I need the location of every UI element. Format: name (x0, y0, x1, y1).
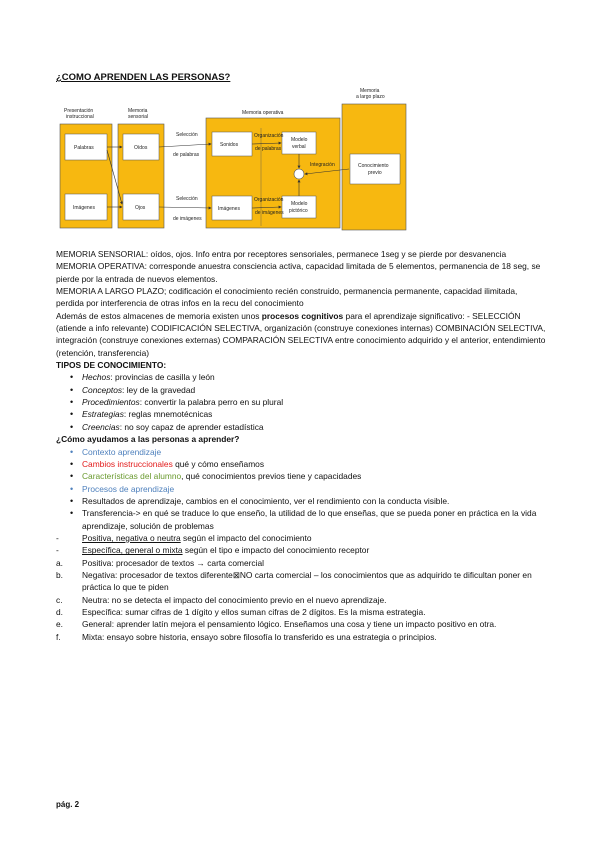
tipos-item (56, 408, 546, 420)
lettered-item (56, 594, 546, 606)
tipos-list (56, 371, 546, 433)
label-imagenes-wm: Imágenes (218, 206, 240, 212)
label-organizacion-palabras-1: Organización (254, 133, 284, 139)
lettered-marker: e. (56, 619, 63, 630)
memoria-operativa-paragraph: MEMORIA OPERATIVA: corresponde anuestra consciencia activa, capacidad limitada de 5 elementos, permanencia de 18 seg, se pierde por la entrada de nuevos elementos. (56, 261, 541, 284)
integracion-node (294, 169, 304, 179)
lettered-marker: b. (56, 569, 63, 580)
dash-text: según el tipo e impacto del conocimiento receptor (182, 545, 370, 556)
page-number: pág. 2 (56, 800, 80, 809)
label-memoria-operativa: Memoria operativa (242, 110, 284, 116)
ayudar-item-resultados: • Resultados de aprendizaje, cambios en el conocimiento, ver el rendimiento con la conducta visible. (56, 495, 546, 507)
tipos-heading: TIPOS DE CONOCIMIENTO: (56, 360, 167, 371)
lettered-item (56, 606, 546, 618)
tipos-term: Procedimientos (82, 397, 140, 408)
modelo-pictorico-box (282, 196, 316, 218)
tipos-text: : convertir la palabra perro en su plural (139, 397, 284, 408)
ayudar-item-transferencia: • Transferencia-> en qué se traduce lo que enseño, la utilidad de lo que enseñas, que se pueda poner en práctica en la vida aprendizaje, solución de problemas (56, 507, 546, 532)
label-seleccion-palabras-1: Selección (176, 132, 198, 138)
label-modelo-pictorico-1: Modelo (291, 201, 308, 207)
modelo-verbal-box (282, 132, 316, 154)
lettered-text: Mixta: ensayo sobre historia, ensayo sobre filosofía lo transferido es una estrategia o principios. (82, 631, 437, 642)
lettered-text: Negativa: procesador de textos diferente⊠NO carta comercial – los conocimientos que as adquirido te dificultan poner en práctica lo que te piden (82, 569, 532, 593)
cambios-text: qué y cómo enseñamos (172, 458, 265, 469)
tipos-item (56, 421, 546, 433)
label-modelo-verbal-2: verbal (292, 144, 306, 150)
memory-diagram (56, 84, 416, 236)
label-organizacion-palabras-2: de palabras (255, 146, 282, 152)
ayudar-item-caracteristicas (56, 470, 546, 482)
label-memoria-sensorial-2: sensorial (128, 114, 149, 120)
procesos-cognitivos-term: procesos cognitivos (261, 310, 344, 321)
label-memoria-largo-2: a largo plazo (356, 94, 385, 100)
lettered-text: General: aprender latín mejora el pensamiento lógico. Enseñamos una cosa y tiene un impacto positivo en otra. (82, 619, 497, 630)
caracteristicas-text: , qué conocimientos previos tiene y capacidades (181, 471, 362, 482)
label-ojos: Ojos (135, 205, 146, 211)
label-organizacion-imagenes-1: Organización (254, 197, 284, 203)
memoria-largo-plazo-paragraph: MEMORIA A LARGO PLAZO; codificación el conocimiento recién construido, permanencia permanente, capacidad ilimitada, perdida por interferencia de otras infos en la recu del conocimiento (56, 286, 518, 309)
label-seleccion-palabras-2: de palabras (173, 152, 200, 158)
label-sonidos: Sonidos (220, 142, 239, 148)
lettered-marker: a. (56, 557, 63, 568)
label-modelo-pictorico-2: pictórico (289, 208, 308, 214)
tipos-term: Creencias (82, 421, 120, 432)
lettered-text: Específica: sumar cifras de 1 dígito y ellos suman cifras de 2 dígitos. Es la misma estrategia. (82, 606, 426, 617)
ayudar-item-procesos (56, 483, 546, 495)
tipos-term: Conceptos (82, 384, 123, 395)
lettered-marker: f. (56, 631, 61, 642)
label-integracion: Integración (310, 162, 335, 168)
procesos-text-c: para el aprendizaje significativo: - SELECCIÓN (atiende a info relevante) CODIFICACIÓN SELECTIVA, organización (construye conexiones internas) COMBINACIÓN SELECTIVA, integración (construye conexiones externas) COMPARACIÓN SELECTIVA entre conocimiento adquirido y el anterior, entendimiento (retención, transferencia) (56, 310, 546, 358)
dash-text: según el impacto del conocimiento (180, 532, 312, 543)
lettered-text: Neutra: no se detecta el impacto del conocimiento previo en el nuevo aprendizaje. (82, 594, 387, 605)
lettered-text: Positiva: procesador de textos → carta comercial (82, 557, 265, 568)
dash-list (56, 532, 546, 557)
document-body (56, 248, 546, 643)
tipos-item (56, 384, 546, 396)
memoria-sensorial-paragraph: MEMORIA SENSORIAL: oídos, ojos. Info entra por receptores sensoriales, permanece 1seg y se pierde por desvanencia (56, 249, 507, 259)
lettered-item (56, 618, 546, 630)
procesos-cognitivos-paragraph (56, 310, 546, 359)
label-organizacion-imagenes-2: de imágenes (255, 210, 284, 216)
dash-underlined: Positiva, negativa o neutra (82, 532, 181, 543)
label-conocimiento-1: Conocimiento (358, 163, 389, 169)
ayudar-heading: ¿Cómo ayudamos a las personas a aprender? (56, 434, 240, 445)
lettered-item (56, 631, 546, 643)
tipos-text: : no soy capaz de aprender estadística (119, 421, 264, 432)
page-title: ¿COMO APRENDEN LAS PERSONAS? (56, 72, 231, 83)
ayudar-list (56, 446, 546, 532)
label-imagenes: Imágenes (73, 205, 95, 211)
label-palabras: Palabras (74, 145, 94, 151)
tipos-term: Estrategias (82, 409, 124, 420)
contexto-text: Contexto aprendizaje (82, 446, 162, 457)
conocimiento-previo-box (350, 154, 400, 184)
label-oidos: Oídos (134, 145, 148, 151)
label-modelo-verbal-1: Modelo (291, 137, 308, 143)
lettered-item (56, 569, 546, 594)
label-seleccion-imagenes-2: de imágenes (173, 216, 202, 222)
tipos-item (56, 396, 546, 408)
ayudar-item-contexto (56, 446, 546, 458)
ayudar-item-cambios (56, 458, 546, 470)
label-presentacion-2: instruccional (66, 114, 94, 120)
label-memoria-sensorial-1: Memoria (128, 108, 148, 114)
label-memoria-largo-1: Memoria (360, 88, 380, 94)
tipos-text: : ley de la gravedad (122, 384, 196, 395)
lettered-item (56, 557, 546, 569)
tipos-text: : provincias de casilla y león (110, 372, 215, 383)
caracteristicas-term: Características del alumno (82, 471, 182, 482)
memory-diagram-svg (56, 84, 416, 236)
label-presentacion-1: Presentación (64, 108, 94, 114)
dash-item (56, 532, 546, 544)
dash-item (56, 544, 546, 556)
cambios-term: Cambios instruccionales (82, 458, 173, 469)
tipos-term: Hechos (82, 372, 111, 383)
tipos-item (56, 371, 546, 383)
dash-marker: - (56, 532, 59, 543)
tipos-text: : reglas mnemotécnicas (123, 409, 213, 420)
procesos-text: Procesos de aprendizaje (82, 483, 175, 494)
procesos-text-a: Además de estos almacenes de memoria existen unos (56, 310, 262, 321)
lettered-marker: d. (56, 606, 63, 617)
label-seleccion-imagenes-1: Selección (176, 196, 198, 202)
dash-underlined: Específica, general o mixta (82, 545, 183, 556)
label-conocimiento-2: previo (368, 170, 382, 176)
lettered-list (56, 557, 546, 643)
dash-marker: - (56, 545, 59, 556)
lettered-marker: c. (56, 594, 63, 605)
